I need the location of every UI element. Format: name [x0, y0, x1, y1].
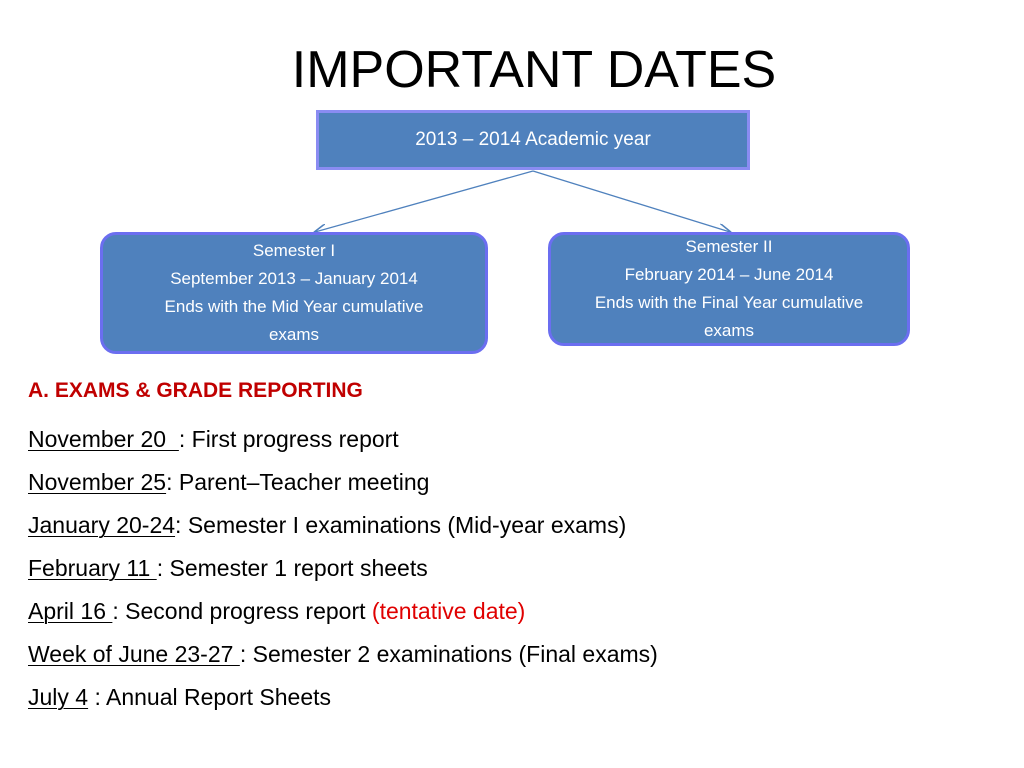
dates-list: [28, 418, 658, 719]
list-item: [28, 461, 658, 504]
academic-year-label: 2013 – 2014 Academic year: [415, 129, 651, 150]
list-item-desc: : Annual Report Sheets: [88, 684, 332, 710]
list-item-date: November 25: [28, 469, 167, 495]
semester-2-period: February 2014 – June 2014: [624, 265, 834, 284]
semester-1-detail-line2: exams: [268, 325, 320, 344]
list-item-desc: : Parent–Teacher meeting: [166, 469, 430, 495]
list-item-desc: : Semester I examinations (Mid-year exams): [175, 512, 627, 538]
list-item: [28, 418, 658, 461]
semester-1-name: Semester I: [252, 241, 336, 260]
semester-2-detail-line1: Ends with the Final Year cumulative: [594, 293, 864, 312]
semester-2-box: [548, 232, 910, 346]
page-title: IMPORTANT DATES: [291, 41, 777, 99]
list-item-date: February 11: [28, 555, 157, 581]
semester-2-name: Semester II: [685, 237, 773, 256]
semester-2-detail-line2: exams: [703, 321, 755, 340]
list-item-date: July 4: [28, 684, 89, 710]
list-item-date: January 20-24: [28, 512, 176, 538]
semester-1-detail-line1: Ends with the Mid Year cumulative: [164, 297, 424, 316]
connector-semester-2: [533, 171, 730, 232]
list-item-date: Week of June 23-27: [28, 641, 240, 667]
list-item-date: November 20: [28, 426, 179, 452]
list-item-desc: : Semester 1 report sheets: [156, 555, 428, 581]
list-item-desc: : First progress report: [178, 426, 399, 452]
section-heading: A. EXAMS & GRADE REPORTING: [28, 379, 363, 402]
academic-year-box: [316, 110, 750, 170]
list-item: [28, 633, 658, 676]
list-item-desc: : Semester 2 examinations (Final exams): [239, 641, 658, 667]
list-item-note: (tentative date): [371, 598, 526, 624]
list-item: [28, 676, 658, 719]
semester-1-period: September 2013 – January 2014: [170, 269, 418, 288]
semester-1-box: [100, 232, 488, 354]
list-item: [28, 504, 658, 547]
list-item: [28, 547, 658, 590]
list-item-desc: : Second progress report: [112, 598, 372, 624]
connector-semester-1: [315, 171, 533, 232]
list-item: [28, 590, 658, 633]
list-item-date: April 16: [28, 598, 113, 624]
